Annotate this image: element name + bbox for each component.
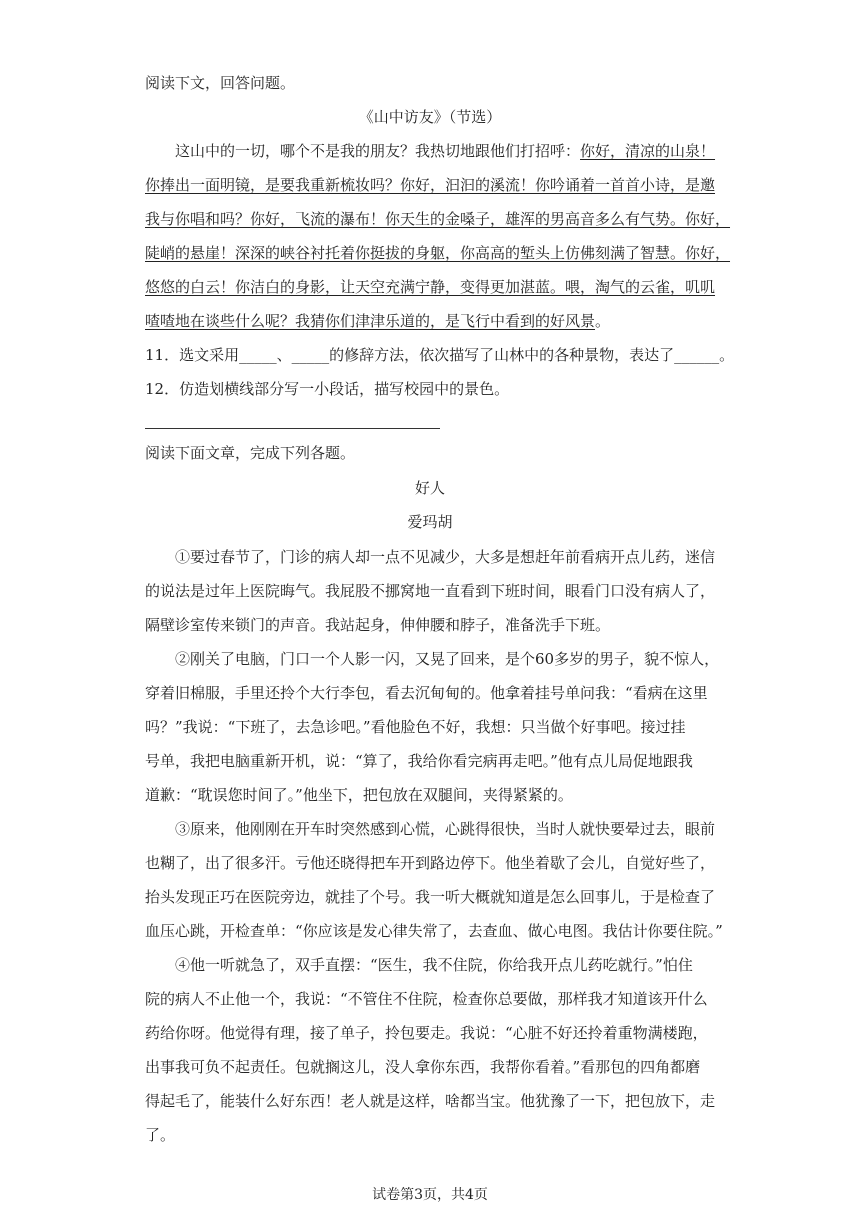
article-line: 道歉：“耽误您时间了。”他坐下，把包放在双腿间，夹得紧紧的。 xyxy=(145,786,573,804)
question-11: 11．选文采用_____、_____的修辞方法，依次描写了山林中的各种景物，表达了______。 xyxy=(145,346,735,364)
article-line: 药给你呀。他觉得有理，接了单子，拎包要走。我说：“心脏不好还拎着重物满楼跑， xyxy=(145,1024,708,1042)
article-line: 抬头发现正巧在医院旁边，就挂了个号。我一听大概就知道是怎么回事儿，于是检查了 xyxy=(145,888,716,906)
article-line: 隔壁诊室传来锁门的声音。我站起身，伸伸腰和脖子，准备洗手下班。 xyxy=(145,616,611,634)
article-line: 号单，我把电脑重新开机，说：“算了，我给你看完病再走吧。”他有点儿局促地跟我 xyxy=(145,752,693,770)
passage-line-2: 你捧出一面明镜，是要我重新梳妆吗？你好，汩汩的溪流！你吟诵着一首首小诗，是邀 xyxy=(145,176,716,194)
article-author: 爱玛胡 xyxy=(407,513,453,531)
question-12: 12．仿造划横线部分写一小段话，描写校园中的景色。 xyxy=(145,380,510,398)
passage-line-4: 陡峭的悬崖！深深的峡谷衬托着你挺拔的身躯，你高高的堑头上仿佛刻满了智慧。你好， xyxy=(145,244,731,262)
article-line: 了。 xyxy=(145,1126,176,1144)
passage-line-5: 悠悠的白云！你洁白的身影，让天空充满宁静，变得更加湛蓝。喂，淘气的云雀，叽叽 xyxy=(145,278,716,296)
passage-line-6-end: 。 xyxy=(595,312,611,330)
article-line: ②刚关了电脑，门口一个人影一闪，又晃了回来，是个60多岁的男子，貌不惊人， xyxy=(175,650,720,668)
article-line: 穿着旧棉服，手里还拎个大行李包，看去沉甸甸的。他拿着挂号单问我：“看病在这里 xyxy=(145,684,708,702)
section1-instruction: 阅读下文，回答问题。 xyxy=(145,74,296,92)
article-line: 吗？”我说：“下班了，去急诊吧。”看他脸色不好，我想：只当做个好事吧。接过挂 xyxy=(145,718,686,736)
article-line: 出事我可负不起责任。包就搁这儿，没人拿你东西，我帮你看着。”看那包的四角都磨 xyxy=(145,1058,701,1076)
passage-line-6 xyxy=(145,311,610,331)
article-line: ①要过春节了，门诊的病人却一点不见减少，大多是想赶年前看病开点儿药，迷信 xyxy=(175,548,716,566)
section1-title: 《山中访友》（节选） xyxy=(358,108,502,126)
passage-line-1-plain: 这山中的一切，哪个不是我的朋友？我热切地跟他们打招呼： xyxy=(175,142,581,160)
article-line: ③原来，他刚刚在开车时突然感到心慌，心跳得很快，当时人就快要晕过去，眼前 xyxy=(175,820,716,838)
article-title: 好人 xyxy=(414,479,445,497)
article-line: 也糊了，出了很多汗。亏他还晓得把车开到路边停下。他坐着歇了会儿，自觉好些了， xyxy=(145,854,716,872)
section2-instruction: 阅读下面文章，完成下列各题。 xyxy=(145,444,356,462)
passage-line-1 xyxy=(175,141,715,161)
passage-line-1-underlined: 你好，清凉的山泉！ xyxy=(580,142,716,160)
article-line: 血压心跳，开检查单：“你应该是发心律失常了，去查血、做心电图。我估计你要住院。” xyxy=(145,922,723,940)
article-line: 院的病人不止他一个，我说：“不管住不住院，检查你总要做，那样我才知道该开什么 xyxy=(145,990,708,1008)
passage-line-3: 我与你唱和吗？你好，飞流的瀑布！你天生的金嗓子，雄浑的男高音多么有气势。你好， xyxy=(145,210,731,228)
page-footer: 试卷第3页，共4页 xyxy=(372,1187,488,1203)
article-line: 的说法是过年上医院晦气。我屁股不挪窝地一直看到下班时间，眼看门口没有病人了， xyxy=(145,582,716,600)
answer-line xyxy=(145,428,440,429)
passage-line-6-underlined: 喳喳地在谈些什么呢？我猜你们津津乐道的，是飞行中看到的好风景 xyxy=(145,312,596,330)
article-line: ④他一听就急了，双手直摆：“医生，我不住院，你给我开点儿药吃就行。”怕住 xyxy=(175,956,693,974)
article-line: 得起毛了，能装什么好东西！老人就是这样，啥都当宝。他犹豫了一下，把包放下，走 xyxy=(145,1092,716,1110)
